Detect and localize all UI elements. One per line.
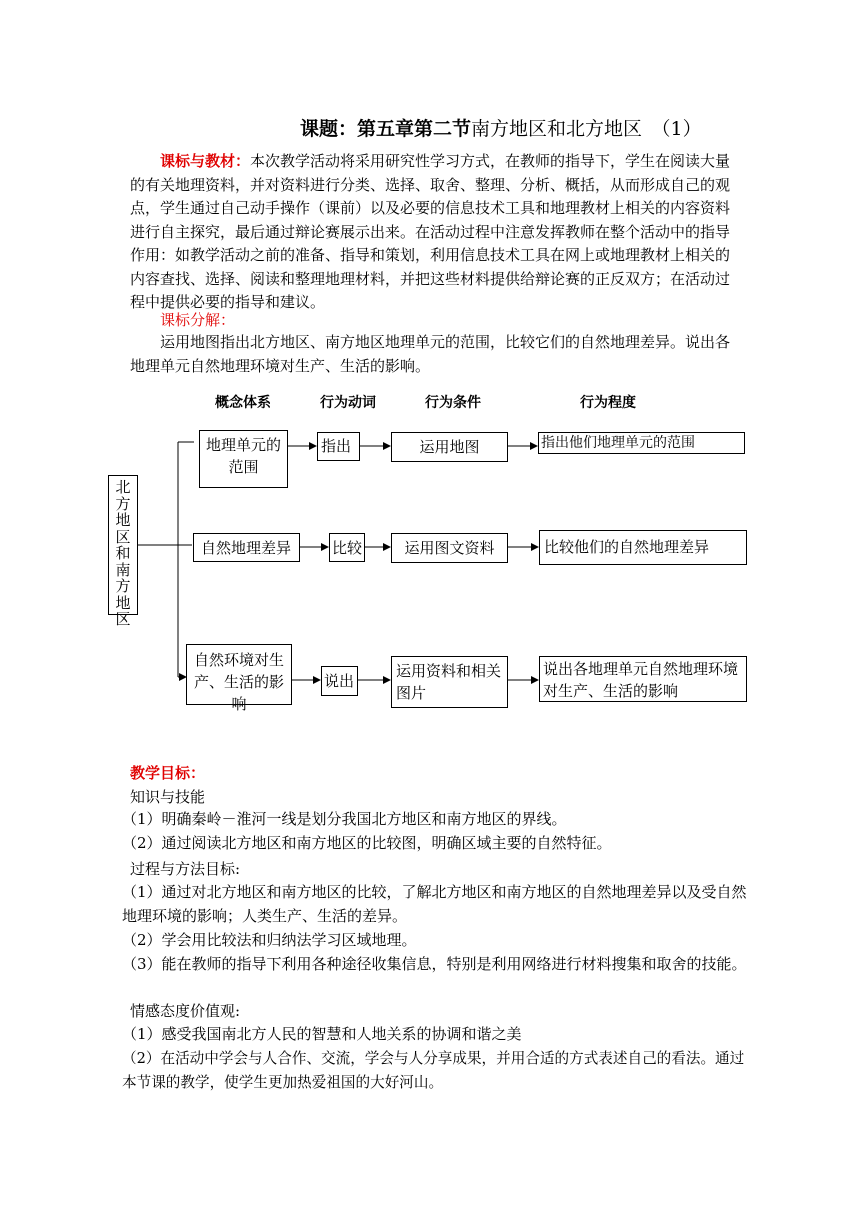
condition-box-3: 运用资料和相关图片: [391, 656, 508, 708]
concept-box-3: 自然环境对生产、生活的影响: [186, 644, 292, 705]
process-title: 过程与方法目标:: [130, 860, 241, 878]
process-item-2: （2）学会用比较法和归纳法学习区域地理。: [122, 931, 417, 949]
knowledge-item-2: （2）通过阅读北方地区和南方地区的比较图，明确区域主要的自然特征。: [122, 834, 612, 852]
header-verb: 行为动词: [320, 395, 376, 411]
knowledge-title: 知识与技能: [130, 788, 206, 806]
condition-box-2: 运用图文资料: [391, 533, 508, 563]
goals-heading: 教学目标：: [130, 764, 206, 782]
header-concept: 概念体系: [215, 395, 271, 411]
intro-text: 本次教学活动将采用研究性学习方式，在教师的指导下，学生在阅读大量的有关地理资料，并对资料进行分类、选择、取舍、整理、分析、概括，从而形成自己的观点，学生通过自己动手操作（课前）以及必要的信息技术工具和地理教材上相关的内容资料进行自主探究，最后通过辩论赛展示出来。在活动过程中注意发挥教师在整个活动中的指导作用：如教学活动之前的准备、指导和策划，利用信息技术工具在网上或地理教材上相关的内容查找、选择、阅读和整理地理材料，并把这些材料提供给辩论赛的正反双方；在活动过程中提供必要的指导和建议。: [130, 152, 731, 311]
analysis-label: 课标分解：: [160, 311, 236, 329]
emotion-item-2: （2）在活动中学会与人合作、交流，学会与人分享成果，并用合适的方式表述自己的看法。通过本节课的教学，使学生更加热爱祖国的大好河山。: [122, 1050, 745, 1091]
process-item-1: （1）通过对北方地区和南方地区的比较，了解北方地区和南方地区的自然地理差异以及受自然地理环境的影响；人类生产、生活的差异。: [122, 883, 747, 925]
emotion-title: 情感态度价值观:: [130, 1002, 241, 1020]
verb-box-1: 指出: [317, 432, 360, 461]
header-condition: 行为条件: [425, 395, 481, 411]
emotion-item-1: （1）感受我国南北方人民的智慧和人地关系的协调和谐之美: [122, 1025, 522, 1043]
intro-label: 课标与教材：: [160, 152, 251, 170]
verb-box-2: 比较: [329, 533, 365, 562]
concept-box-1: 地理单元的范围: [199, 430, 288, 488]
analysis-text: 运用地图指出北方地区、南方地区地理单元的范围，比较它们的自然地理差异。说出各地理单元自然地理环境对生产、生活的影响。: [130, 333, 731, 375]
title-topic: 南方地区和北方地区 （1）: [471, 118, 702, 140]
root-box: 北方地区和南方地区: [108, 475, 138, 615]
verb-box-3: 说出: [321, 666, 358, 696]
title-chapter: 课题：第五章第二节: [300, 118, 472, 140]
knowledge-item-1: （1）明确秦岭－淮河一线是划分我国北方地区和南方地区的界线。: [122, 810, 567, 828]
degree-box-3: 说出各地理单元自然地理环境对生产、生活的影响: [539, 656, 747, 702]
concept-box-2: 自然地理差异: [193, 533, 300, 562]
header-degree: 行为程度: [580, 395, 636, 411]
degree-box-2: 比较他们的自然地理差异: [539, 530, 747, 565]
condition-box-1: 运用地图: [391, 432, 508, 462]
process-item-3: （3）能在教师的指导下利用各种途径收集信息，特别是利用网络进行材料搜集和取舍的技能。: [122, 955, 747, 973]
degree-box-1: 指出他们地理单元的范围: [538, 432, 745, 454]
